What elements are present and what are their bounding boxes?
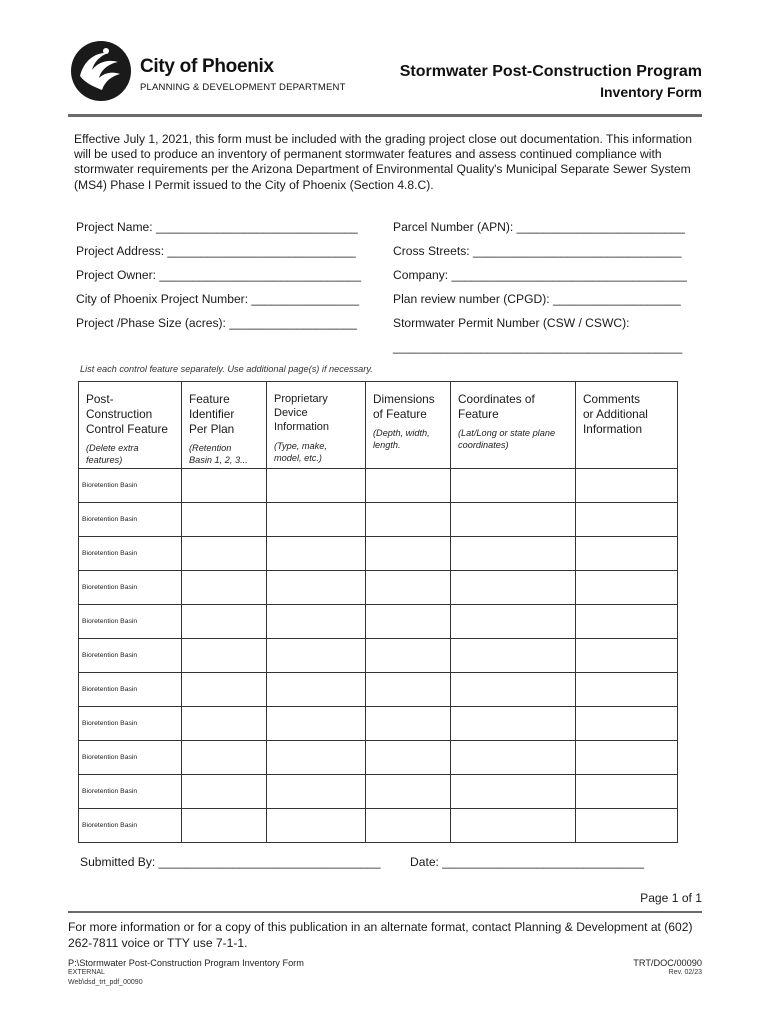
table-cell[interactable] bbox=[267, 809, 366, 843]
footer-divider bbox=[68, 911, 702, 913]
project-address-field[interactable]: Project Address: ____________________________ bbox=[76, 244, 356, 258]
row-feature-label: Bioretention Basin bbox=[79, 775, 182, 809]
table-row bbox=[79, 809, 678, 843]
table-cell[interactable] bbox=[366, 809, 451, 843]
table-cell[interactable] bbox=[576, 469, 678, 503]
table-cell[interactable] bbox=[576, 537, 678, 571]
intro-paragraph: Effective July 1, 2021, this form must be included with the grading project close out documentation. This information will be used to produce an inventory of permanent stormwater features and assess continued compliance with stormwater requirements per the Arizona Department of Environmental Quality's Municipal Separate Sewer System (MS4) Phase I Permit issued to the City of Phoenix (Section 4.8.C). bbox=[74, 132, 693, 192]
header-comments: Comments or Additional Information bbox=[576, 382, 678, 469]
table-cell[interactable] bbox=[576, 673, 678, 707]
header-feature-identifier: Feature Identifier Per Plan (Retention Basin 1, 2, 3... bbox=[182, 382, 267, 469]
table-cell[interactable] bbox=[366, 639, 451, 673]
footer-file-path: P:\Stormwater Post-Construction Program Inventory Form bbox=[68, 958, 304, 968]
table-cell[interactable] bbox=[451, 605, 576, 639]
table-cell[interactable] bbox=[182, 469, 267, 503]
footer-revision: Rev. 02/23 bbox=[668, 969, 702, 976]
permit-number-field[interactable]: ___________________________________________ bbox=[393, 340, 683, 354]
row-feature-label: Bioretention Basin bbox=[79, 503, 182, 537]
footer-web-path: Web\dsd_trt_pdf_00090 bbox=[68, 979, 143, 986]
table-cell[interactable] bbox=[576, 605, 678, 639]
table-cell[interactable] bbox=[366, 537, 451, 571]
table-cell[interactable] bbox=[366, 469, 451, 503]
table-row bbox=[79, 707, 678, 741]
department-name: PLANNING & DEVELOPMENT DEPARTMENT bbox=[140, 82, 346, 93]
table-cell[interactable] bbox=[267, 639, 366, 673]
submitted-by-field[interactable]: Submitted By: _________________________________ bbox=[80, 855, 381, 869]
table-cell[interactable] bbox=[182, 673, 267, 707]
table-cell[interactable] bbox=[182, 775, 267, 809]
date-field[interactable]: Date: ______________________________ bbox=[410, 855, 645, 869]
header-proprietary-device: Proprietary Device Information (Type, make, model, etc.) bbox=[267, 382, 366, 469]
table-cell[interactable] bbox=[451, 469, 576, 503]
phase-size-field[interactable]: Project /Phase Size (acres): ___________________ bbox=[76, 316, 358, 330]
table-cell[interactable] bbox=[182, 809, 267, 843]
table-cell[interactable] bbox=[267, 503, 366, 537]
table-cell[interactable] bbox=[267, 707, 366, 741]
table-cell[interactable] bbox=[366, 571, 451, 605]
document-title: Stormwater Post-Construction Program bbox=[399, 63, 702, 80]
table-cell[interactable] bbox=[182, 503, 267, 537]
table-cell[interactable] bbox=[267, 775, 366, 809]
table-cell[interactable] bbox=[182, 707, 267, 741]
header-divider bbox=[68, 114, 702, 117]
table-cell[interactable] bbox=[182, 537, 267, 571]
table-row bbox=[79, 571, 678, 605]
table-cell[interactable] bbox=[451, 639, 576, 673]
document-subtitle: Inventory Form bbox=[600, 84, 702, 100]
phoenix-bird-logo-icon bbox=[70, 40, 132, 102]
table-cell[interactable] bbox=[451, 775, 576, 809]
row-feature-label: Bioretention Basin bbox=[79, 537, 182, 571]
inventory-table bbox=[78, 381, 678, 843]
table-cell[interactable] bbox=[451, 741, 576, 775]
page-number: Page 1 of 1 bbox=[640, 891, 702, 905]
permit-number-label: Stormwater Permit Number (CSW / CSWC): bbox=[393, 316, 630, 330]
table-cell[interactable] bbox=[267, 537, 366, 571]
table-row bbox=[79, 605, 678, 639]
table-header-row bbox=[79, 382, 678, 469]
table-cell[interactable] bbox=[182, 639, 267, 673]
footer-doc-id: TRT/DOC/00090 bbox=[633, 958, 702, 968]
table-cell[interactable] bbox=[182, 571, 267, 605]
row-feature-label: Bioretention Basin bbox=[79, 673, 182, 707]
table-cell[interactable] bbox=[576, 775, 678, 809]
table-row bbox=[79, 469, 678, 503]
table-cell[interactable] bbox=[366, 775, 451, 809]
table-cell[interactable] bbox=[366, 707, 451, 741]
project-number-field[interactable]: City of Phoenix Project Number: ________________ bbox=[76, 292, 360, 306]
table-cell[interactable] bbox=[366, 673, 451, 707]
parcel-number-field[interactable]: Parcel Number (APN): _________________________ bbox=[393, 220, 685, 234]
table-cell[interactable] bbox=[576, 503, 678, 537]
table-cell[interactable] bbox=[451, 707, 576, 741]
table-cell[interactable] bbox=[451, 537, 576, 571]
table-cell[interactable] bbox=[182, 605, 267, 639]
table-cell[interactable] bbox=[451, 503, 576, 537]
table-cell[interactable] bbox=[267, 605, 366, 639]
table-cell[interactable] bbox=[576, 741, 678, 775]
row-feature-label: Bioretention Basin bbox=[79, 571, 182, 605]
header-coordinates: Coordinates of Feature (Lat/Long or state plane coordinates) bbox=[451, 382, 576, 469]
cross-streets-field[interactable]: Cross Streets: _______________________________ bbox=[393, 244, 682, 258]
table-cell[interactable] bbox=[451, 571, 576, 605]
table-row bbox=[79, 639, 678, 673]
table-row bbox=[79, 673, 678, 707]
row-feature-label: Bioretention Basin bbox=[79, 707, 182, 741]
table-row bbox=[79, 537, 678, 571]
table-cell[interactable] bbox=[451, 809, 576, 843]
company-field[interactable]: Company: ___________________________________ bbox=[393, 268, 687, 282]
footer-contact-info: For more information or for a copy of this publication in an alternate format, contact Planning & Development at (602) 262-7811 voice or TTY use 7-1-1. bbox=[68, 920, 693, 950]
table-row bbox=[79, 503, 678, 537]
table-cell[interactable] bbox=[267, 673, 366, 707]
row-feature-label: Bioretention Basin bbox=[79, 605, 182, 639]
project-owner-field[interactable]: Project Owner: ______________________________ bbox=[76, 268, 362, 282]
table-instruction: List each control feature separately. Use additional page(s) if necessary. bbox=[80, 364, 373, 374]
table-cell[interactable] bbox=[451, 673, 576, 707]
org-name: City of Phoenix bbox=[140, 56, 274, 77]
table-cell[interactable] bbox=[182, 741, 267, 775]
table-cell[interactable] bbox=[366, 605, 451, 639]
project-name-field[interactable]: Project Name: ______________________________ bbox=[76, 220, 358, 234]
table-row bbox=[79, 775, 678, 809]
row-feature-label: Bioretention Basin bbox=[79, 469, 182, 503]
row-feature-label: Bioretention Basin bbox=[79, 741, 182, 775]
table-cell[interactable] bbox=[366, 741, 451, 775]
header-dimensions: Dimensions of Feature (Depth, width, length. bbox=[366, 382, 451, 469]
table-cell[interactable] bbox=[576, 707, 678, 741]
table-cell[interactable] bbox=[576, 571, 678, 605]
table-cell[interactable] bbox=[366, 503, 451, 537]
table-cell[interactable] bbox=[267, 469, 366, 503]
table-cell[interactable] bbox=[576, 639, 678, 673]
row-feature-label: Bioretention Basin bbox=[79, 639, 182, 673]
table-cell[interactable] bbox=[267, 571, 366, 605]
row-feature-label: Bioretention Basin bbox=[79, 809, 182, 843]
plan-review-field[interactable]: Plan review number (CPGD): ___________________ bbox=[393, 292, 681, 306]
table-cell[interactable] bbox=[576, 809, 678, 843]
footer-external: EXTERNAL bbox=[68, 969, 105, 976]
table-row bbox=[79, 741, 678, 775]
header-control-feature: Post- Construction Control Feature (Delete extra features) bbox=[79, 382, 182, 469]
table-cell[interactable] bbox=[267, 741, 366, 775]
